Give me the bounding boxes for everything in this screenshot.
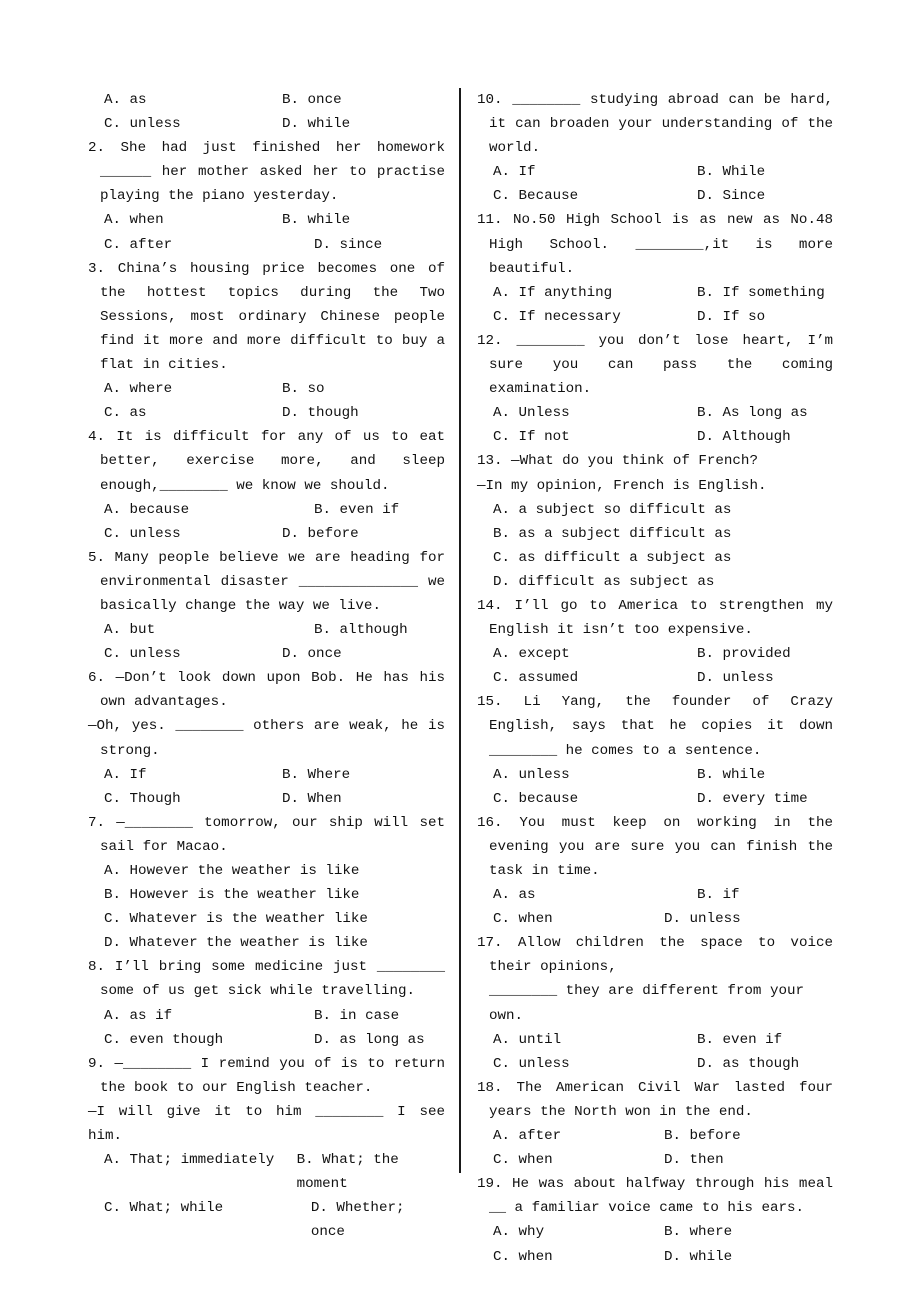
question-6: 6. —Don’t look down upon Bob. He has his own advantages. [88, 670, 445, 711]
option[interactable]: B. as a subject difficult as [493, 525, 732, 542]
question-6-reply: —Oh, yes. ________ others are weak, he is strong. [88, 718, 445, 759]
question-12: 12. ________ you don’t lose heart, I’m sure you can pass the coming examination. [477, 332, 833, 398]
q3-options [88, 401, 445, 425]
option[interactable]: A. except [493, 646, 570, 663]
q14-options [477, 666, 833, 690]
question-5: 5. Many people believe we are heading for environmental disaster ______________ we basically change the way we live. [88, 549, 445, 614]
option[interactable]: D. as long as [314, 1031, 425, 1048]
q1-options [88, 88, 445, 112]
option[interactable]: B. However is the weather like [104, 887, 360, 904]
option[interactable]: B. even if [697, 1031, 783, 1048]
q4-options [88, 522, 445, 546]
option[interactable]: C. If necessary [493, 308, 621, 325]
question-3: 3. China’s housing price becomes one of the hottest topics during the Two Sessions, most ordinary Chinese people find it more and more difficult to buy a flat in cities. [88, 260, 445, 374]
q12-options [477, 425, 833, 449]
option[interactable]: C. when [493, 1152, 553, 1169]
option[interactable]: C. What; while [104, 1200, 224, 1217]
q5-options [88, 642, 445, 666]
q2-options [88, 233, 445, 257]
q8-options [88, 1004, 445, 1028]
question-10: 10. ________ studying abroad can be hard, it can broaden your understanding of the world. [477, 92, 833, 157]
option[interactable]: C. assumed [493, 670, 579, 687]
question-13: 13. —What do you think of French? [477, 453, 758, 470]
option[interactable]: B. while [282, 212, 351, 229]
option[interactable]: C. because [493, 790, 579, 807]
q4-options [88, 498, 445, 522]
q9-options [88, 1196, 445, 1244]
option[interactable]: D. Whatever the weather is like [104, 935, 368, 952]
option[interactable]: D. since [314, 236, 383, 253]
option[interactable]: A. as if [104, 1007, 173, 1024]
q19-options [477, 1245, 833, 1269]
question-2: 2. She had just finished her homework ______ her mother asked her to practise playing the piano yesterday. [88, 140, 445, 205]
question-7: 7. —________ tomorrow, our ship will set sail for Macao. [88, 814, 445, 855]
left-column [88, 88, 445, 1245]
option[interactable]: A. because [104, 501, 190, 518]
option[interactable]: C. Though [104, 790, 181, 807]
option[interactable]: D. though [282, 405, 359, 422]
option[interactable]: C. as [104, 405, 147, 422]
q9-options [88, 1148, 445, 1196]
option[interactable]: C. unless [493, 1055, 570, 1072]
option[interactable]: D. difficult as subject as [493, 573, 715, 590]
question-9-reply: —I will give it to him ________ I see him. [88, 1103, 445, 1145]
option[interactable]: D. Since [697, 188, 766, 205]
option[interactable]: C. Because [493, 188, 579, 205]
option[interactable]: B. once [282, 92, 342, 108]
question-4: 4. It is difficult for any of us to eat better, exercise more, and sleep enough,________ we know we should. [88, 429, 445, 494]
q16-options [477, 907, 833, 931]
option[interactable]: A. However the weather is like [104, 863, 360, 879]
question-13-reply: —In my opinion, French is English. [477, 477, 767, 494]
option[interactable]: B. What; the moment [296, 1152, 399, 1193]
option[interactable]: C. unless [104, 646, 181, 663]
option[interactable]: B. in case [314, 1007, 400, 1024]
option[interactable]: A. If anything [493, 284, 613, 301]
option[interactable]: D. once [282, 646, 342, 663]
q15-options [477, 763, 833, 787]
option[interactable]: C. unless [104, 116, 181, 133]
option[interactable]: D. before [282, 525, 359, 542]
question-16: 16. You must keep on working in the evening you are sure you can finish the task in time. [477, 814, 833, 879]
q17-options [477, 1052, 833, 1076]
q3-options [88, 377, 445, 401]
q6-options [88, 787, 445, 811]
right-column [477, 88, 833, 1269]
option[interactable]: A. That; immediately [104, 1152, 275, 1169]
question-11: 11. No.50 High School is as new as No.48 High School. ________,it is more beautiful. [477, 212, 833, 277]
option[interactable]: B. Where [282, 766, 351, 783]
option[interactable]: A. where [104, 381, 173, 398]
option[interactable]: B. so [282, 381, 325, 398]
option[interactable]: C. when [493, 1248, 553, 1265]
option[interactable]: B. before [664, 1128, 741, 1145]
option[interactable]: D. Whether; once [310, 1200, 405, 1241]
q18-options [477, 1124, 833, 1148]
option[interactable]: D. unless [697, 670, 774, 687]
q17-options [477, 1028, 833, 1052]
option[interactable]: A. but [104, 622, 156, 639]
option[interactable]: B. if [697, 887, 740, 904]
option[interactable]: B. while [697, 766, 766, 783]
option[interactable]: B. If something [697, 284, 825, 301]
q11-options [477, 305, 833, 329]
option[interactable]: C. Whatever is the weather like [104, 911, 368, 928]
q10-options [477, 160, 833, 184]
q1-options [88, 112, 445, 136]
option[interactable]: A. when [104, 212, 164, 229]
q16-options [477, 883, 833, 907]
q18-options [477, 1148, 833, 1172]
option[interactable]: B. provided [697, 646, 791, 663]
option[interactable]: D. Although [697, 429, 791, 446]
column-divider [459, 88, 461, 1173]
question-15: 15. Li Yang, the founder of Crazy English, says that he copies it down ________ he comes to a sentence. [477, 694, 833, 759]
option[interactable]: A. Unless [493, 405, 570, 422]
option[interactable]: D. then [664, 1152, 724, 1169]
option[interactable]: C. unless [104, 525, 181, 542]
q5-options [88, 618, 445, 642]
option[interactable]: D. while [282, 116, 351, 133]
option[interactable]: D. every time [697, 790, 808, 807]
option[interactable]: A. a subject so difficult as [493, 501, 732, 518]
option[interactable]: B. As long as [697, 405, 808, 422]
question-17-cont: ________ they are different from your own. [489, 983, 805, 1024]
option[interactable]: C. after [104, 236, 173, 253]
option[interactable]: A. as [493, 887, 536, 904]
option[interactable]: A. until [493, 1031, 562, 1048]
option[interactable]: B. where [664, 1224, 733, 1241]
question-19: 19. He was about halfway through his meal __ a familiar voice came to his ears. [477, 1176, 833, 1217]
option[interactable]: A. If [104, 766, 147, 783]
option[interactable]: D. When [282, 790, 342, 807]
option[interactable]: B. While [697, 164, 766, 181]
question-17: 17. Allow children the space to voice their opinions, [477, 935, 833, 976]
question-9: 9. —________ I remind you of is to return the book to our English teacher. [88, 1055, 445, 1096]
q19-options [477, 1220, 833, 1244]
option[interactable]: C. as difficult a subject as [493, 549, 732, 566]
option[interactable]: C. If not [493, 429, 570, 446]
q14-options [477, 642, 833, 666]
question-14: 14. I’ll go to America to strengthen my English it isn’t too expensive. [477, 597, 833, 639]
option[interactable]: A. after [493, 1128, 562, 1145]
q15-options [477, 787, 833, 811]
option[interactable]: A. why [493, 1224, 545, 1241]
option[interactable]: A. as [104, 92, 147, 108]
question-18: 18. The American Civil War lasted four years the North won in the end. [477, 1079, 833, 1120]
option[interactable]: D. while [664, 1248, 733, 1265]
q8-options [88, 1028, 445, 1052]
option[interactable]: A. If [493, 164, 536, 181]
q6-options [88, 763, 445, 787]
q10-options [477, 184, 833, 208]
option[interactable]: D. If so [697, 308, 766, 325]
option[interactable]: D. unless [664, 911, 741, 928]
option[interactable]: B. even if [314, 501, 400, 518]
option[interactable]: B. although [314, 622, 408, 639]
option[interactable]: C. even though [104, 1031, 224, 1048]
option[interactable]: C. when [493, 911, 553, 928]
q2-options [88, 208, 445, 232]
option[interactable]: D. as though [697, 1055, 800, 1072]
q12-options [477, 401, 833, 425]
option[interactable]: A. unless [493, 766, 570, 783]
q11-options [477, 281, 833, 305]
question-8: 8. I’ll bring some medicine just ________ some of us get sick while travelling. [88, 959, 445, 1000]
